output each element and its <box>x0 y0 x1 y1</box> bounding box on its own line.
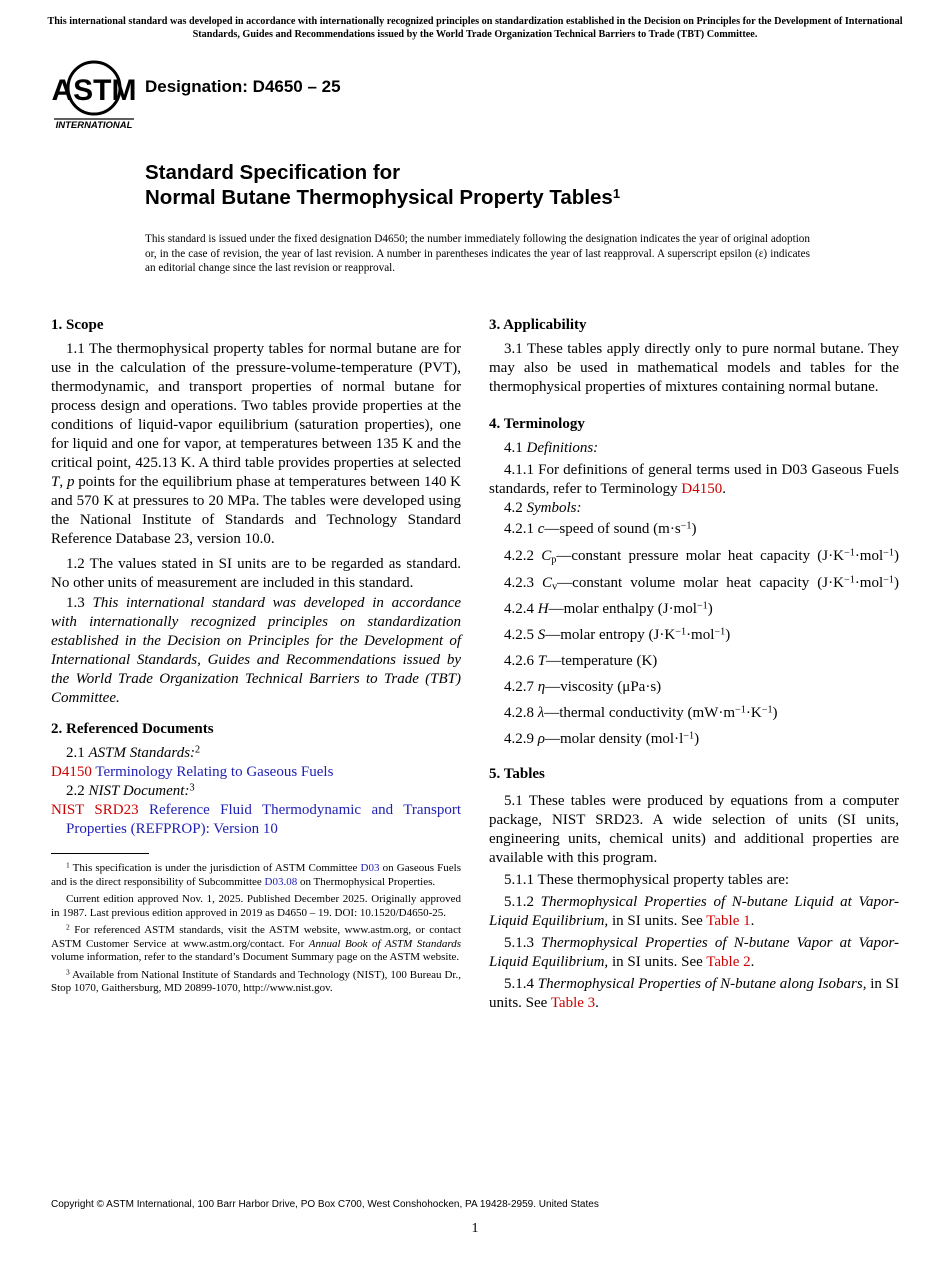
document-title <box>145 160 620 210</box>
footnote-mark: 2 <box>195 744 201 756</box>
para-number: 5.1.1 <box>504 872 534 888</box>
symbol-description: —temperature (K) <box>546 653 658 669</box>
subcommittee-link[interactable]: D03.08 <box>264 875 298 888</box>
ref-nist-srd23[interactable] <box>51 801 461 839</box>
scope-text: The thermophysical property tables for normal butane are for use in the calculation of the pressure-volume-temperature (PVT), thermodynamic, and transport properties of normal butane for process design and operations. Two tables provide properties at the conditions of liquid-vapor equilibrium (saturation properties), one for liquid and one for vapor, at temperatures between 135 K and the critical point, 425.13 K. A third table provides properties at selected <box>51 341 461 471</box>
standard-notice: This international standard was developed in accordance with internationally recognized principles on standardization established in the Decision on Principles for the Development of International Standards, Guides and Recommendations issued by the World Trade Organization Technical Barriers to Trade (TBT) Committee. <box>47 16 903 40</box>
footnote-1 <box>51 862 461 889</box>
unit-close: ) <box>694 731 700 747</box>
symbol-definition <box>489 730 899 749</box>
para-number: 4.2.4 <box>504 601 534 617</box>
tables-paragraph-5-1 <box>489 792 899 868</box>
issuance-statement: This standard is issued under the fixed designation D4650; the number immediately following the designation indicates the year of original adoption or, in the case of revision, the year of last revision. A number in parentheses indicates the year of last reapproval. A superscript epsilon (ε) indicates an editorial change since the last revision or reapproval. <box>145 233 810 274</box>
symbol-p: p <box>66 474 75 490</box>
tables-list <box>489 893 899 1013</box>
table-reference-item <box>489 893 899 931</box>
ref-d4150[interactable] <box>51 763 461 782</box>
title-line-2: Normal Butane Thermophysical Property Tables <box>145 186 613 209</box>
para-number: 4.2.7 <box>504 679 534 695</box>
period: . <box>750 954 755 970</box>
footnotes <box>51 862 461 996</box>
astm-logo <box>52 56 136 132</box>
title-line-1: Standard Specification for <box>145 161 401 184</box>
symbol-subscript: p <box>551 554 557 566</box>
definitions-label <box>489 439 899 458</box>
symbol: C <box>542 575 553 591</box>
logo-text: INTERNATIONAL <box>55 120 133 131</box>
unit-part: ·mol <box>854 575 884 591</box>
unit-part: ·K <box>745 705 762 721</box>
para-number: 4.2.2 <box>504 548 534 564</box>
right-column <box>489 316 899 1013</box>
para-number: 4.2.5 <box>504 627 534 643</box>
symbol: H <box>537 601 549 617</box>
scope-text: The values stated in SI units are to be regarded as standard. No other units of measurement are included in this standard. <box>51 556 461 591</box>
symbol: λ <box>537 705 545 721</box>
applicability-paragraph <box>489 340 899 397</box>
table-units-text: in SI units. See <box>489 976 900 1011</box>
para-number: 4.2.9 <box>504 731 534 747</box>
title-footnote-mark: 1 <box>612 186 621 202</box>
symbol-description: —thermal conductivity (mW·m <box>544 705 736 721</box>
unit-close: ) <box>772 705 778 721</box>
scope-text: This international standard was developed in accordance with internationally recognized principles on standardization established in the Decision on Principles for the Development of International Standards, Guides and Recommendations issued by the World Trade Organization Technical Barriers to Trade (TBT) Committee. <box>51 595 462 706</box>
para-number: 4.2 <box>504 500 523 516</box>
astm-standards-label <box>51 744 461 763</box>
symbol-definition <box>489 704 899 723</box>
para-number: 2.1 <box>66 745 85 761</box>
label: ASTM Standards: <box>88 745 196 761</box>
ref-title-link[interactable]: Reference Fluid Thermodynamic and Transport Properties (REFPROP): Version 10 <box>66 802 461 837</box>
symbol-description: —speed of sound (m·s <box>544 521 681 537</box>
ref-code-link[interactable]: NIST SRD23 <box>51 802 139 818</box>
symbol-subscript: v <box>552 581 558 593</box>
para-number: 4.2.1 <box>504 521 534 537</box>
symbol: c <box>537 521 545 537</box>
unit-close: ) <box>691 521 697 537</box>
unit-exponent: −1 <box>735 704 746 716</box>
footnote-divider <box>51 853 149 854</box>
table-units-text: in SI units. See <box>608 954 707 970</box>
unit-exponent: −1 <box>761 704 773 716</box>
para-number: 2.2 <box>66 783 85 799</box>
copyright-notice: Copyright © ASTM International, 100 Barr Harbor Drive, PO Box C700, West Conshohocken, PA 19428-2959. United States <box>51 1199 599 1210</box>
unit-exponent: −1 <box>696 600 708 612</box>
symbols-label <box>489 499 899 518</box>
scope-heading: 1. Scope <box>51 317 104 333</box>
unit-close: ) <box>894 575 899 591</box>
symbol-description: —viscosity (μPa·s) <box>545 679 662 695</box>
unit-exponent: −1 <box>843 547 855 559</box>
tables-text: These tables were produced by equations from a computer package, NIST SRD23. A wide selection of units (SI units, engineering units, chemical units) and additional properties are available with this program. <box>489 793 899 866</box>
symbol: S <box>537 627 546 643</box>
footnote-mark: 3 <box>189 782 195 794</box>
footnote-2 <box>51 924 461 965</box>
symbol-description: —molar density (mol·l <box>544 731 684 747</box>
symbol: C <box>541 548 552 564</box>
unit-exponent: −1 <box>683 730 695 742</box>
table-reference-item <box>489 975 899 1013</box>
unit-exponent: −1 <box>843 574 855 586</box>
footnote-text: on Gaseous Fuels and is the direct responsibility of Subcommittee <box>51 862 462 888</box>
footnote-text: For referenced ASTM standards, visit the ASTM website, www.astm.org, or contact ASTM Customer Service at www.astm.org/contact. For <box>51 924 462 950</box>
symbol: T <box>537 653 547 669</box>
definition-4-1-1 <box>489 461 899 499</box>
symbol-definition <box>489 520 899 539</box>
unit-exponent: −1 <box>883 574 894 586</box>
para-number: 1.2 <box>66 556 85 572</box>
period: . <box>722 481 726 497</box>
para-number: 5.1 <box>504 793 523 809</box>
para-number: 4.2.3 <box>504 575 534 591</box>
tables-heading: 5. Tables <box>489 766 545 782</box>
table-units-text: in SI units. See <box>608 913 707 929</box>
symbol-definition <box>489 574 899 593</box>
unit-close: ) <box>707 601 713 617</box>
definition-text: For definitions of general terms used in D03 Gaseous Fuels standards, refer to Terminology <box>489 462 899 497</box>
tables-text: These thermophysical property tables are: <box>537 872 790 888</box>
symbol: ρ <box>537 731 545 747</box>
symbol-description: —molar entropy (J·K <box>545 627 676 643</box>
unit-part: ·mol <box>854 548 884 564</box>
unit-exponent: −1 <box>680 520 692 532</box>
left-column <box>51 316 461 996</box>
symbol-T: T <box>51 474 60 490</box>
table-description: Thermophysical Properties of N-butane Liquid at Vapor-Liquid Equilibrium, <box>489 894 899 929</box>
symbol-definition <box>489 547 899 566</box>
table-link[interactable]: Table 1 <box>706 913 751 929</box>
footnote-text: This specification is under the jurisdiction of ASTM Committee <box>72 862 361 874</box>
footnote-mark: 1 <box>66 860 70 870</box>
period: . <box>750 913 755 929</box>
terminology-heading: 4. Terminology <box>489 416 585 432</box>
symbol-description: —molar enthalpy (J·mol <box>548 601 697 617</box>
symbol-definition <box>489 652 899 671</box>
scope-paragraph-3 <box>51 594 461 708</box>
unit-close: ) <box>894 548 899 564</box>
unit-close: ) <box>725 627 731 643</box>
footnote-text: Available from National Institute of Standards and Technology (NIST), 100 Bureau Dr., Stop 1070, Gaithersburg, MD 20899-1070, http://www.nist.gov. <box>51 968 461 994</box>
footnote-mark: 3 <box>66 967 70 977</box>
table-description: Thermophysical Properties of N-butane Vapor at Vapor-Liquid Equilibrium, <box>489 935 899 970</box>
para-number: 1.3 <box>66 595 85 611</box>
footnote-italic: Annual Book of ASTM Standards <box>308 937 461 950</box>
edition-note: Current edition approved Nov. 1, 2025. Published December 2025. Originally approved in 1987. Last previous edition approved in 2019 as D4650 – 19. DOI: 10.1520/D4650-25. <box>51 893 461 919</box>
committee-link[interactable]: D03 <box>360 862 380 874</box>
table-link[interactable]: Table 3 <box>550 995 596 1011</box>
symbol-description: —constant volume molar heat capacity (J·K <box>557 575 844 591</box>
footnote-mark: 2 <box>66 922 70 932</box>
para-number: 4.1 <box>504 440 523 456</box>
footnote-text: volume information, refer to the standard’s Document Summary page on the ASTM website. <box>51 951 460 963</box>
symbol-definition <box>489 626 899 645</box>
label: Definitions: <box>526 440 599 456</box>
para-number: 5.1.2 <box>504 894 534 910</box>
para-number: 5.1.4 <box>504 976 534 992</box>
period: . <box>595 995 599 1011</box>
designation: Designation: D4650 – 25 <box>145 77 341 96</box>
symbols-list <box>489 520 899 749</box>
ref-title-link[interactable]: Terminology Relating to Gaseous Fuels <box>95 764 334 780</box>
logo-monogram: ASTM <box>52 74 136 107</box>
table-description: Thermophysical Properties of N-butane along Isobars, <box>537 976 867 992</box>
applicability-text: These tables apply directly only to pure normal butane. They may also be used in mathematical models and tables for the thermophysical properties of mixtures containing normal butane. <box>489 341 899 395</box>
para-number: 4.2.8 <box>504 705 534 721</box>
footnote-text: on Thermophysical Properties. <box>297 875 436 888</box>
ref-code-link[interactable]: D4150 <box>51 764 92 780</box>
unit-exponent: −1 <box>675 626 687 638</box>
unit-exponent: −1 <box>883 547 894 559</box>
unit-part: ·mol <box>686 627 715 643</box>
symbol-description: —constant pressure molar heat capacity (J·K <box>556 548 844 564</box>
symbol-definition <box>489 600 899 619</box>
scope-paragraph-1 <box>51 340 461 549</box>
page-number: 1 <box>471 1221 479 1236</box>
para-number: 4.1.1 <box>504 462 534 478</box>
separator: , <box>59 474 67 490</box>
label: NIST Document: <box>88 783 190 799</box>
table-reference-item <box>489 934 899 972</box>
tables-paragraph-5-1-1 <box>489 871 899 890</box>
table-link[interactable]: Table 2 <box>706 954 751 970</box>
label: Symbols: <box>526 500 582 516</box>
para-number: 5.1.3 <box>504 935 534 951</box>
refdocs-heading: 2. Referenced Documents <box>51 721 214 737</box>
unit-exponent: −1 <box>714 626 726 638</box>
footnote-3 <box>51 969 461 996</box>
applicability-heading: 3. Applicability <box>489 317 587 333</box>
scope-paragraph-2 <box>51 555 461 593</box>
para-number: 3.1 <box>504 341 523 357</box>
d4150-link[interactable]: D4150 <box>681 481 723 497</box>
para-number: 1.1 <box>66 341 85 357</box>
nist-document-label <box>51 782 461 801</box>
scope-text-cont: points for the equilibrium phase at temperatures between 140 K and 570 K at pressures to 20 MPa. The tables were developed using the National Institute of Standards and Technology Standard Reference Database 23, version 10.0. <box>51 474 461 547</box>
symbol-definition <box>489 678 899 697</box>
symbol: η <box>537 679 546 695</box>
para-number: 4.2.6 <box>504 653 534 669</box>
